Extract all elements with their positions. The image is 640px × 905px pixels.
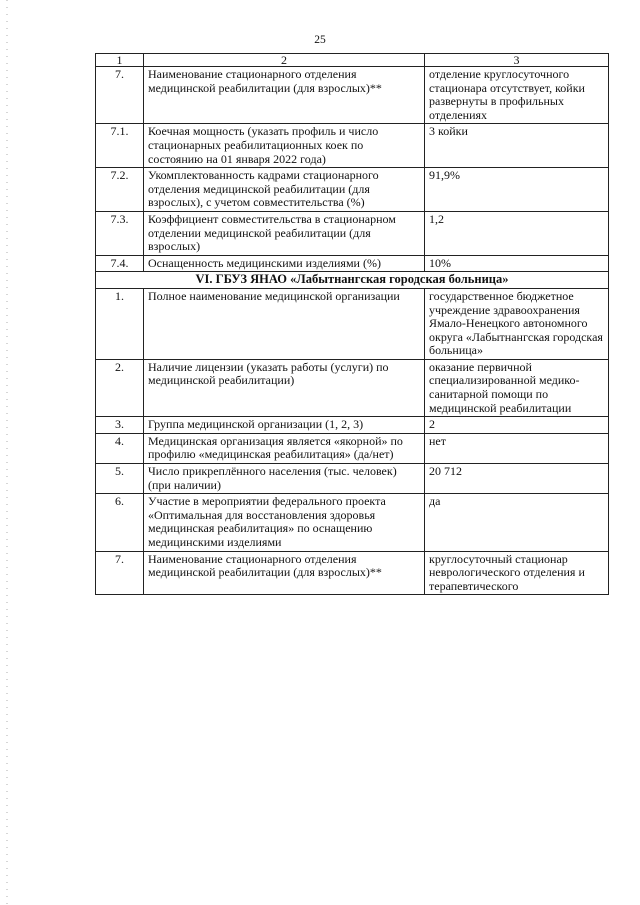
row-description: Полное наименование медицинской организации	[144, 288, 425, 359]
row-value: отделение круглосуточного стационара отсутствует, койки развернуты в профильных отделениях	[425, 67, 609, 124]
table-header-row	[96, 54, 609, 67]
table-row	[96, 288, 609, 359]
header-cell: 2	[144, 54, 425, 67]
row-value: 2	[425, 417, 609, 434]
row-value: 3 койки	[425, 124, 609, 168]
page-number: 25	[314, 34, 326, 46]
row-description: Наименование стационарного отделения медицинской реабилитации (для взрослых)**	[144, 67, 425, 124]
scan-edge-marks	[6, 0, 8, 905]
row-number: 7.	[96, 67, 144, 124]
row-description: Медицинская организация является «якорной» по профилю «медицинская реабилитация» (да/нет)	[144, 433, 425, 463]
row-description: Оснащенность медицинскими изделиями (%)	[144, 255, 425, 272]
row-description: Наличие лицензии (указать работы (услуги) по медицинской реабилитации)	[144, 359, 425, 416]
row-description: Участие в мероприятии федерального проекта «Оптимальная для восстановления здоровья медицинская реабилитация» по оснащению медицинскими изделиями	[144, 494, 425, 551]
row-value: 91,9%	[425, 168, 609, 212]
row-value: 10%	[425, 255, 609, 272]
table-row	[96, 211, 609, 255]
row-description: Наименование стационарного отделения медицинской реабилитации (для взрослых)**	[144, 551, 425, 595]
row-number: 7.4.	[96, 255, 144, 272]
row-value: оказание первичной специализированной медико-санитарной помощи по медицинской реабилитации	[425, 359, 609, 416]
header-cell: 1	[96, 54, 144, 67]
row-value: да	[425, 494, 609, 551]
row-number: 1.	[96, 288, 144, 359]
table-row	[96, 551, 609, 595]
table-row	[96, 359, 609, 416]
row-number: 2.	[96, 359, 144, 416]
row-description: Укомплектованность кадрами стационарного отделения медицинской реабилитации (для взрослых), с учетом совместительства (%)	[144, 168, 425, 212]
row-number: 3.	[96, 417, 144, 434]
table-row	[96, 433, 609, 463]
table-row	[96, 255, 609, 272]
row-value: круглосуточный стационар неврологического отделения и терапевтического	[425, 551, 609, 595]
table-row	[96, 464, 609, 494]
table-row	[96, 67, 609, 124]
table-row	[96, 494, 609, 551]
table-row	[96, 124, 609, 168]
section-title: VI. ГБУЗ ЯНАО «Лабытнангская городская больница»	[96, 272, 609, 289]
row-number: 6.	[96, 494, 144, 551]
section-heading-row	[96, 272, 609, 289]
rehabilitation-table	[95, 53, 609, 595]
row-description: Коэффициент совместительства в стационарном отделении медицинской реабилитации (для взрослых)	[144, 211, 425, 255]
row-value: 1,2	[425, 211, 609, 255]
row-value: 20 712	[425, 464, 609, 494]
row-description: Группа медицинской организации (1, 2, 3)	[144, 417, 425, 434]
row-value: нет	[425, 433, 609, 463]
row-description: Число прикреплённого населения (тыс. человек) (при наличии)	[144, 464, 425, 494]
table-row	[96, 417, 609, 434]
header-cell: 3	[425, 54, 609, 67]
row-number: 7.2.	[96, 168, 144, 212]
row-number: 4.	[96, 433, 144, 463]
row-value: государственное бюджетное учреждение здравоохранения Ямало-Ненецкого автономного округа «Лабытнангская городская больница»	[425, 288, 609, 359]
row-number: 7.1.	[96, 124, 144, 168]
row-number: 7.3.	[96, 211, 144, 255]
row-number: 5.	[96, 464, 144, 494]
row-number: 7.	[96, 551, 144, 595]
table-row	[96, 168, 609, 212]
row-description: Коечная мощность (указать профиль и число стационарных реабилитационных коек по состоянию на 01 января 2022 года)	[144, 124, 425, 168]
